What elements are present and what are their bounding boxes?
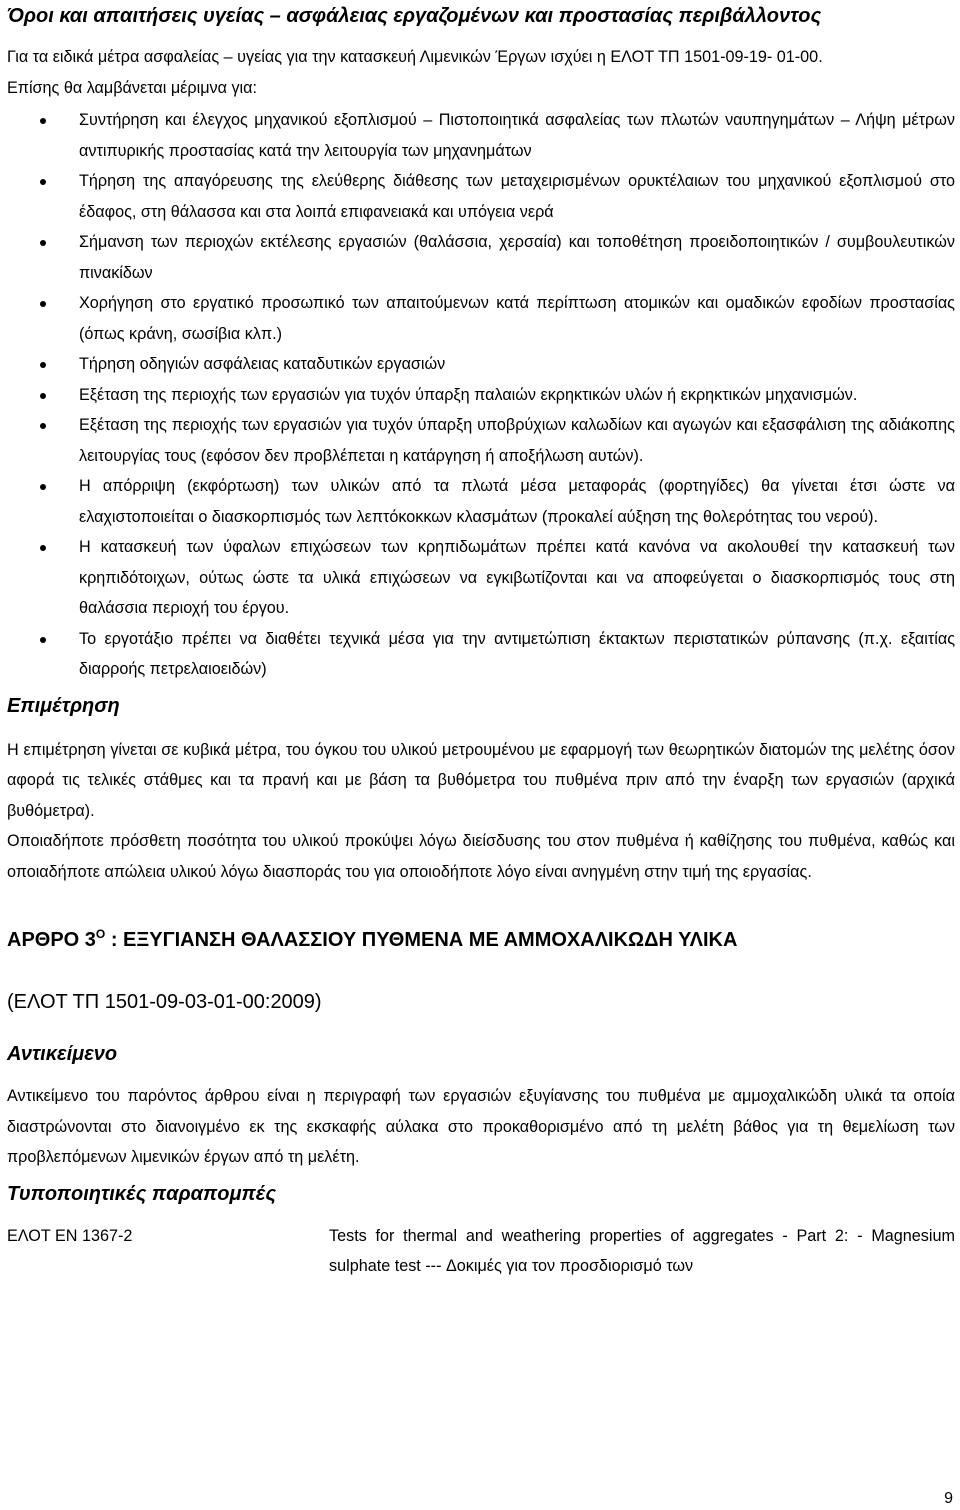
bullet-icon bbox=[40, 362, 46, 368]
bullet-icon bbox=[40, 423, 46, 429]
list-item: Χορήγηση στο εργατικό προσωπικό των απαιτούμενων κατά περίπτωση ατομικών και ομαδικών εφοδίων προστασίας (όπως κράνη, σωσίβια κλπ.) bbox=[7, 288, 955, 349]
object-paragraph: Αντικείμενο του παρόντος άρθρου είναι η περιγραφή των εργασιών εξυγίανσης του πυθμένα με αμμοχαλικώδη υλικά τα οποία διαστρώνονται στο διανοιγμένο εκ της εκσκαφής αύλακα στο προκαθορισμένο από τη μελέτη βάθος για τη θεμελίωση των προβλεπόμενων λιμενικών έργων από τη μελέτη. bbox=[7, 1087, 955, 1166]
list-item: Το εργοτάξιο πρέπει να διαθέτει τεχνικά μέσα για την αντιμετώπιση έκτακτων περιστατικών ρύπανσης (π.χ. εξαιτίας διαρροής πετρελαιοειδών) bbox=[7, 624, 955, 685]
reference-code: ΕΛΟΤ ΕΝ 1367-2 bbox=[7, 1226, 133, 1245]
measurement-paragraph: Η επιμέτρηση γίνεται σε κυβικά μέτρα, του όγκου του υλικού μετρουμένου με εφαρμογή των θεωρητικών διατομών της μελέτης όσον αφορά τις τελικές στάθμες και τα πρανή και με βάση τα βυθόμετρα του πυθμένα πριν από την έναρξη των εργασιών (αρχικά βυθόμετρα). bbox=[7, 740, 955, 820]
list-item: Η απόρριψη (εκφόρτωση) των υλικών από τα πλωτά μέσα μεταφοράς (φορτηγίδες) θα γίνεται έτσι ώστε να ελαχιστοποιείται ο διασκορπισμός των λεπτόκοκκων κλασμάτων (προκαλεί αύξηση της θολερότητας του νερού). bbox=[7, 471, 955, 532]
reference-row bbox=[7, 1221, 955, 1282]
list-item: Τήρηση της απαγόρευσης της ελεύθερης διάθεσης των μεταχειρισμένων ορυκτέλαιων του μηχανικού εξοπλισμού στο έδαφος, στη θάλασσα και στα λοιπά επιφανειακά και υπόγεια νερά bbox=[7, 166, 955, 227]
bullet-icon bbox=[40, 118, 46, 124]
list-item: Η κατασκευή των ύφαλων επιχώσεων των κρηπιδωμάτων πρέπει κατά κανόνα να ακολουθεί την κατασκευή των κρηπιδότοιχων, ούτως ώστε τα υλικά επιχώσεων να εγκιβωτίζονται και να αποφεύγεται ο διασκορπισμός τους στη θαλάσσια περιοχή του έργου. bbox=[7, 532, 955, 624]
list-item: Σήμανση των περιοχών εκτέλεσης εργασιών (θαλάσσια, χερσαία) και τοποθέτηση προειδοποιητικών / συμβουλευτικών πινακίδων bbox=[7, 227, 955, 288]
measurement-heading: Επιμέτρηση bbox=[7, 694, 120, 717]
bullet-icon bbox=[40, 393, 46, 399]
bullet-icon bbox=[40, 240, 46, 246]
list-item: Συντήρηση και έλεγχος μηχανικού εξοπλισμού – Πιστοποιητικά ασφαλείας των πλωτών ναυπηγημάτων – Λήψη μέτρων αντιπυρικής προστασίας κατά την λειτουργία των μηχανημάτων bbox=[7, 105, 955, 166]
bullet-icon bbox=[40, 545, 46, 551]
reference-title: Tests for thermal and weathering properties of aggregates - Part 2: - Magnesium sulphate test --- Δοκιμές για τον προσδιορισμό των bbox=[329, 1226, 955, 1275]
bullet-icon bbox=[40, 637, 46, 643]
care-list bbox=[7, 105, 955, 685]
care-intro: Επίσης θα λαμβάνεται μέριμνα για: bbox=[7, 78, 258, 97]
bullet-icon bbox=[40, 179, 46, 185]
list-item: Τήρηση οδηγιών ασφάλειας καταδυτικών εργασιών bbox=[7, 349, 955, 380]
bullet-icon bbox=[40, 301, 46, 307]
list-item: Εξέταση της περιοχής των εργασιών για τυχόν ύπαρξη υποβρύχιων καλωδίων και αγωγών και εξασφάλιση της αδιάκοπης λειτουργίας τους (εφόσον δεν προβλέπεται η κατάργηση ή αποξήλωση αυτών). bbox=[7, 410, 955, 471]
article-title: ΑΡΘΡΟ $3^O$ : ΕΞΥΓΙΑΝΣΗ ΘΑΛΑΣΣΙΟΥ ΠΥΘΜΕΝΑ ΜΕ ΑΜΜΟΧΑΛΙΚΩΔΗ ΥΛΙΚΑ bbox=[7, 927, 738, 951]
object-heading: Αντικείμενο bbox=[7, 1043, 118, 1065]
safety-paragraph: Για τα ειδικά μέτρα ασφαλείας – υγείας για την κατασκευή Λιμενικών Έργων ισχύει η ΕΛΟΤ ΤΠ 1501-09-19- 01-00. bbox=[7, 48, 823, 66]
measurement-paragraph-2: Οποιαδήποτε πρόσθετη ποσότητα του υλικού προκύψει λόγω διείσδυσης του στον πυθμένα ή καθίζησης του πυθμένα, καθώς και οποιαδήποτε απώλεια υλικού λόγω διασποράς του για οποιοδήποτε λόγο είναι ανηγμένη στην τιμή της εργασίας. bbox=[7, 832, 955, 881]
page-number: 9 bbox=[944, 1490, 953, 1507]
article-code: (ΕΛΟΤ ΤΠ 1501-09-03-01-00:2009) bbox=[7, 991, 322, 1013]
bullet-icon bbox=[40, 484, 46, 490]
refs-heading: Τυποποιητικές παραπομπές bbox=[7, 1182, 276, 1205]
safety-heading: Όροι και απαιτήσεις υγείας – ασφάλειας εργαζομένων και προστασίας περιβάλλοντος bbox=[7, 5, 822, 27]
list-item: Εξέταση της περιοχής των εργασιών για τυχόν ύπαρξη παλαιών εκρηκτικών υλών ή εκρηκτικών μηχανισμών. bbox=[7, 380, 955, 411]
document-page bbox=[0, 1, 960, 1510]
